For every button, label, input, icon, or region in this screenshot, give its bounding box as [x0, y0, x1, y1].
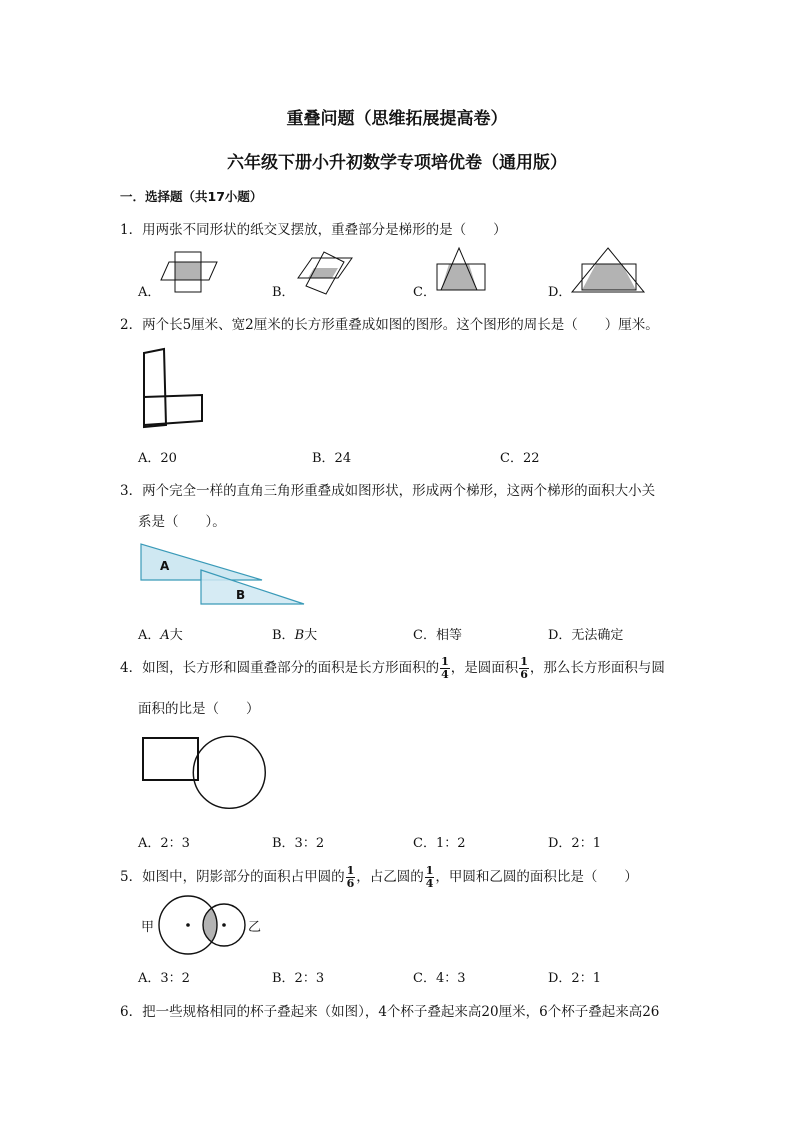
question-number: 4．	[120, 660, 143, 676]
option-b: B．2：3	[272, 971, 325, 986]
option-d: D．2：1	[548, 971, 601, 986]
figure-4	[140, 732, 280, 814]
label-jia: 甲	[141, 920, 155, 935]
option-b: B．B大	[272, 628, 318, 643]
question-3-line-2: 系是（ ）。	[138, 514, 226, 530]
option-a: A．20	[138, 451, 177, 466]
section-heading: 一．选择题（共17小题）	[120, 189, 263, 204]
question-text: 两个完全一样的直角三角形重叠成如图形状，形成两个梯形，这两个梯形的面积大小关	[142, 483, 656, 499]
triangle-b	[201, 570, 304, 604]
question-number: 2．	[120, 317, 143, 333]
question-4-line-2: 面积的比是（ ）	[138, 701, 260, 717]
option-a: A．	[138, 285, 161, 300]
option-c: C．相等	[413, 628, 462, 643]
option-a: A．2：3	[138, 836, 190, 851]
option-b: B．24	[312, 451, 352, 466]
question-4: 4．如图，长方形和圆重叠部分的面积是长方形面积的 $\frac{1}{4}$ ，是圆面积 $\frac{1}{6}$ ，那么长方形面积与圆	[120, 655, 665, 681]
center-dot-jia	[186, 923, 190, 927]
question-text: 用两张不同形状的纸交叉摆放，重叠部分是梯形的是（ ）	[142, 222, 507, 238]
option-c: C．22	[500, 451, 540, 466]
label-yi: 乙	[248, 920, 262, 935]
fraction-1-6: $\frac{1}{6}$	[346, 864, 355, 890]
option-d: D．无法确定	[548, 628, 624, 643]
figure-5	[140, 895, 280, 957]
option-b: B．3：2	[272, 836, 325, 851]
figure-1d	[570, 246, 650, 296]
label-b: B	[236, 588, 246, 602]
page-subtitle: 六年级下册小升初数学专项培优卷（通用版）	[227, 153, 567, 173]
question-number: 6．	[120, 1004, 143, 1020]
option-c: C．	[413, 285, 436, 300]
question-number: 5．	[120, 869, 143, 885]
question-number: 3．	[120, 483, 143, 499]
option-a: A．A大	[138, 628, 183, 643]
overlap-shade	[175, 262, 201, 280]
option-d: D．2：1	[548, 836, 601, 851]
option-a: A．3：2	[138, 971, 190, 986]
vertical-rectangle	[144, 349, 166, 427]
overlap-shade	[582, 264, 636, 290]
figure-1c	[433, 246, 493, 296]
center-dot-yi	[222, 923, 226, 927]
figure-2	[140, 345, 210, 430]
question-number: 1．	[120, 222, 143, 238]
question-5: 5．如图中，阴影部分的面积占甲圆的 $\frac{1}{6}$ ，占乙圆的 $\frac{1}{4}$ ，甲圆和乙圆的面积比是（ ）	[120, 864, 638, 890]
option-b: B．	[272, 285, 295, 300]
fraction-1-4: $\frac{1}{4}$	[441, 655, 449, 681]
circle-shape	[193, 736, 265, 808]
figure-3	[140, 542, 310, 608]
question-1	[120, 218, 507, 238]
option-c: C．4：3	[413, 971, 466, 986]
question-text: 两个长5厘米、宽2厘米的长方形重叠成如图的图形。这个图形的周长是（ ）厘米。	[142, 317, 659, 333]
label-a: A	[160, 559, 170, 573]
figure-1b	[296, 248, 356, 296]
horizontal-rectangle	[144, 395, 202, 425]
fraction-1-4: $\frac{1}{4}$	[425, 864, 434, 890]
fraction-1-6: $\frac{1}{6}$	[520, 655, 528, 681]
question-6	[120, 1000, 659, 1020]
question-text: 把一些规格相同的杯子叠起来（如图），4个杯子叠起来高20厘米，6个杯子叠起来高26	[142, 1004, 660, 1020]
question-3	[120, 479, 655, 499]
page-title: 重叠问题（思维拓展提高卷）	[286, 109, 508, 129]
question-2	[120, 313, 659, 333]
option-c: C．1：2	[413, 836, 466, 851]
figure-1a	[155, 250, 225, 298]
rectangle-shape	[143, 738, 198, 780]
option-d: D．	[548, 285, 572, 300]
